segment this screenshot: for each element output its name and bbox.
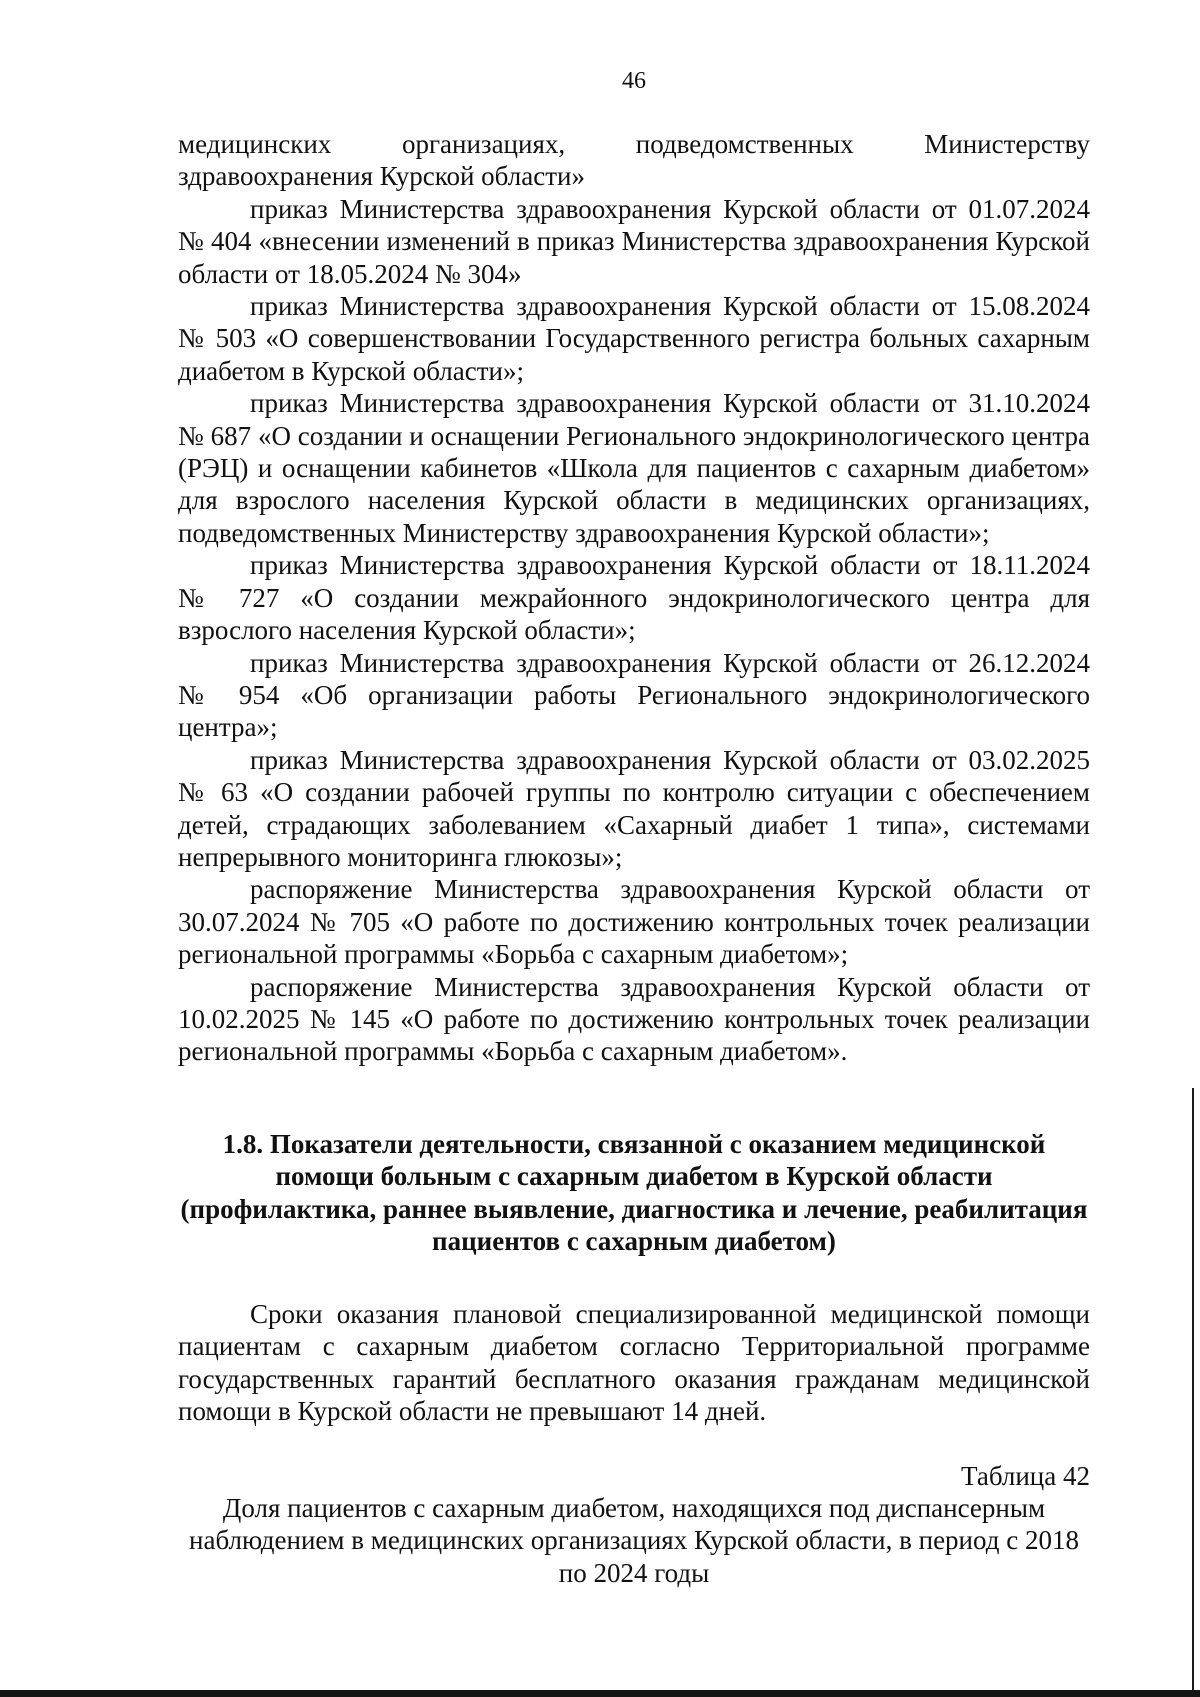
paragraph-order-687: приказ Министерства здравоохранения Курской области от 31.10.2024 № 687 «О создании и оснащении Регионального эндокринологического центра (РЭЦ) и оснащении кабинетов «Школа для пациентов с сахарным диабетом» для взрослого населения Курской области в медицинских организациях, подведомственных Министерству здравоохранения Курской области»; xyxy=(178,388,1090,548)
section-heading: 1.8. Показатели деятельности, связанной с оказанием медицинской помощи больным с сахарным диабетом в Курской области (профилактика, раннее выявление, диагностика и лечение, реабилитация пациентов с сахарным диабетом) xyxy=(180,1129,1088,1257)
paragraph-order-503: приказ Министерства здравоохранения Курской области от 15.08.2024 № 503 «О совершенствовании Государственного регистра больных сахарным диабетом в Курской области»; xyxy=(178,291,1090,386)
paragraph-order-954: приказ Министерства здравоохранения Курской области от 26.12.2024 № 954 «Об организации работы Регионального эндокринологического центра»; xyxy=(178,647,1090,743)
table-caption: Доля пациентов с сахарным диабетом, находящихся под диспансерным наблюдением в медицинских организациях Курской области, в период с 2018 по 2024 годы xyxy=(189,1493,1079,1588)
page-number: 46 xyxy=(622,68,646,94)
paragraph-directive-145: распоряжение Министерства здравоохранения Курской области от 10.02.2025 № 145 «О работе по достижению контрольных точек реализации региональной программы «Борьба с сахарным диабетом». xyxy=(178,971,1090,1067)
paragraph-order-404: приказ Министерства здравоохранения Курской области от 01.07.2024 № 404 «внесении изменений в приказ Министерства здравоохранения Курской области от 18.05.2024 № 304» xyxy=(178,193,1090,289)
paragraph-continuation: медицинских организациях, подведомственных Министерству здравоохранения Курской области» xyxy=(178,129,1090,192)
document-body xyxy=(178,128,1090,1068)
scan-edge-bottom xyxy=(0,1690,1200,1697)
paragraph-order-727: приказ Министерства здравоохранения Курской области от 18.11.2024 № 727 «О создании межрайонного эндокринологического центра для взрослого населения Курской области»; xyxy=(178,550,1090,646)
scan-edge-right xyxy=(1192,1088,1194,1697)
paragraph-order-63: приказ Министерства здравоохранения Курской области от 03.02.2025 № 63 «О создании рабочей группы по контролю ситуации с обеспечением детей, страдающих заболеванием «Сахарный диабет 1 типа», системами непрерывного мониторинга глюкозы»; xyxy=(178,744,1090,872)
intro-section xyxy=(178,1298,1090,1428)
intro-paragraph: Сроки оказания плановой специализированной медицинской помощи пациентам с сахарным диабетом согласно Территориальной программе государственных гарантий бесплатного оказания гражданам медицинской помощи в Курской области не превышают 14 дней. xyxy=(178,1299,1090,1427)
paragraph-directive-705: распоряжение Министерства здравоохранения Курской области от 30.07.2024 № 705 «О работе по достижению контрольных точек реализации региональной программы «Борьба с сахарным диабетом»; xyxy=(178,874,1090,970)
table-label: Таблица 42 xyxy=(961,1461,1090,1491)
